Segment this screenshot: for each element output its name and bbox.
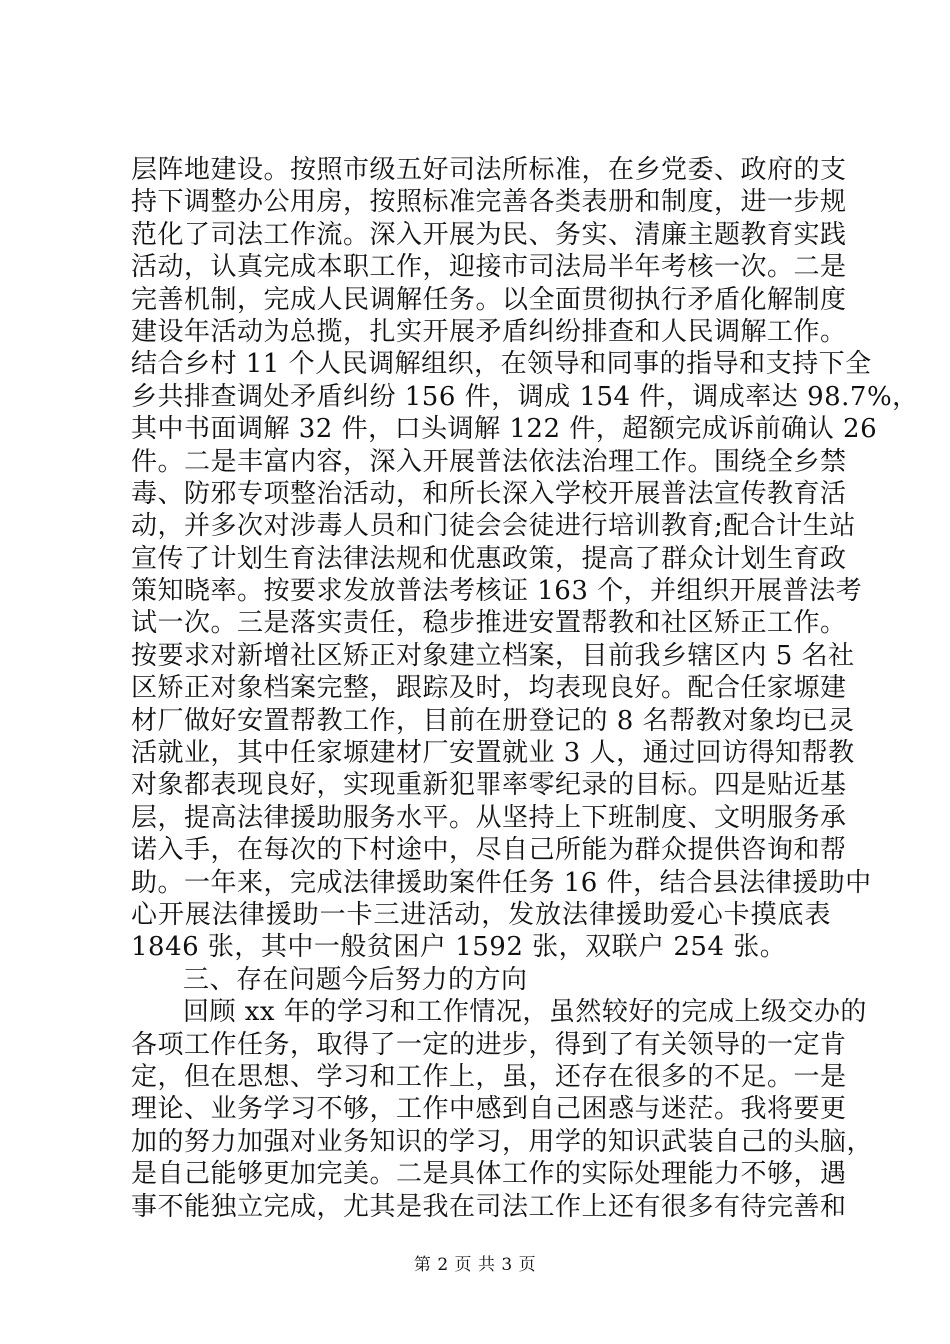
text-line: 件。二是丰富内容，深入开展普法依法治理工作。围绕全乡禁	[131, 446, 847, 477]
text-line: 对象都表现良好，实现重新犯罪率零纪录的目标。四是贴近基	[131, 770, 847, 801]
text-line: 是自己能够更加完美。二是具体工作的实际处理能力不够，遇	[131, 1159, 847, 1190]
text-line: 回顾 xx 年的学习和工作情况，虽然较好的完成上级交办的	[183, 997, 867, 1028]
document-body	[131, 154, 919, 1223]
text-line: 助。一年来，完成法律援助案件任务 16 件，结合县法律援助中	[131, 867, 872, 898]
text-line: 定，但在思想、学习和工作上，虽，还存在很多的不足。一是	[131, 1061, 847, 1092]
page-number-footer: 第 2 页 共 3 页	[413, 1255, 537, 1275]
text-line: 层，提高法律援助服务水平。从坚持上下班制度、文明服务承	[131, 802, 847, 833]
text-line: 按要求对新增社区矫正对象建立档案，目前我乡辖区内 5 名社	[131, 640, 855, 671]
text-line: 结合乡村 11 个人民调解组织，在领导和同事的指导和支持下全	[131, 349, 872, 380]
text-line: 其中书面调解 32 件，口头调解 122 件，超额完成诉前确认 26	[131, 414, 878, 445]
text-line: 策知晓率。按要求发放普法考核证 163 个，并组织开展普法考	[131, 576, 863, 607]
text-line: 诺入手，在每次的下村途中，尽自己所能为群众提供咨询和帮	[131, 835, 847, 866]
text-line: 事不能独立完成，尤其是我在司法工作上还有很多有待完善和	[131, 1191, 847, 1222]
text-line: 完善机制，完成人民调解任务。以全面贯彻执行矛盾化解制度	[131, 284, 847, 315]
text-line: 1846 张，其中一般贫困户 1592 张，双联户 254 张。	[131, 932, 787, 963]
section-heading: 三、存在问题今后努力的方向	[183, 964, 528, 995]
text-line: 乡共排查调处矛盾纠纷 156 件，调成 154 件，调成率达 98.7%，	[131, 381, 919, 412]
text-line: 各项工作任务，取得了一定的进步，得到了有关领导的一定肯	[131, 1029, 847, 1060]
text-line: 区矫正对象档案完整，跟踪及时，均表现良好。配合任家塬建	[131, 673, 847, 704]
text-line: 心开展法律援助一卡三进活动，发放法律援助爱心卡摸底表	[131, 899, 831, 930]
text-line: 范化了司法工作流。深入开展为民、务实、清廉主题教育实践	[131, 219, 847, 250]
text-line: 试一次。三是落实责任，稳步推进安置帮教和社区矫正工作。	[131, 608, 847, 639]
text-line: 毒、防邪专项整治活动，和所长深入学校开展普法宣传教育活	[131, 478, 847, 509]
text-line: 建设年活动为总揽，扎实开展矛盾纠纷排查和人民调解工作。	[131, 316, 847, 347]
text-line: 加的努力加强对业务知识的学习，用学的知识武装自己的头脑，	[131, 1126, 874, 1157]
text-line: 动，并多次对涉毒人员和门徒会会徒进行培训教育;配合计生站	[131, 511, 856, 542]
text-line: 活就业，其中任家塬建材厂安置就业 3 人，通过回访得知帮教	[131, 738, 855, 769]
text-line: 活动，认真完成本职工作，迎接市司法局半年考核一次。二是	[131, 252, 847, 283]
text-line: 材厂做好安置帮教工作，目前在册登记的 8 名帮教对象均已灵	[131, 705, 855, 736]
text-line: 宣传了计划生育法律法规和优惠政策，提高了群众计划生育政	[131, 543, 847, 574]
text-line: 持下调整办公用房，按照标准完善各类表册和制度，进一步规	[131, 187, 847, 218]
text-line: 理论、业务学习不够，工作中感到自己困惑与迷茫。我将要更	[131, 1094, 847, 1125]
text-line: 层阵地建设。按照市级五好司法所标准，在乡党委、政府的支	[131, 155, 847, 185]
